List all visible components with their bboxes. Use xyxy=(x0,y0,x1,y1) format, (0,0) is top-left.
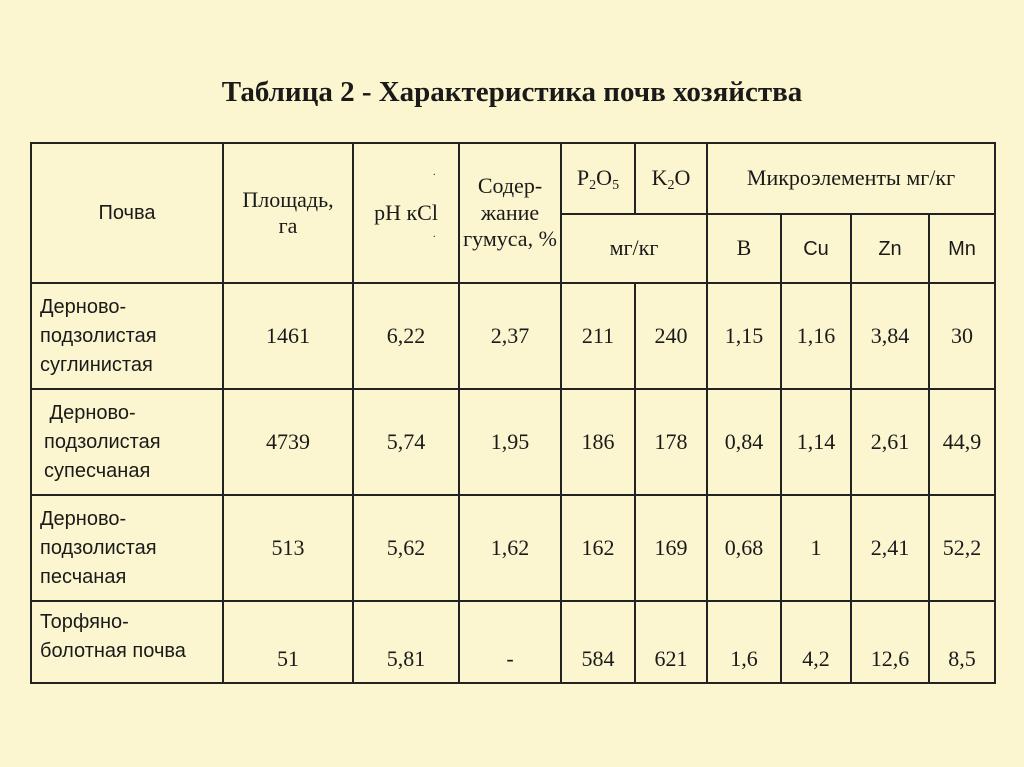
b-cell: 1,6 xyxy=(707,601,781,683)
zn-cell: 12,6 xyxy=(851,601,929,683)
header-k2o: $K_2O$ xyxy=(635,143,707,214)
soil-name-cell: Дерново- подзолистая песчаная xyxy=(31,495,223,601)
header-soil: Почва xyxy=(31,143,223,283)
header-ph: · pH кCl · xyxy=(353,143,459,283)
p2o5-cell: 211 xyxy=(561,283,635,389)
cu-cell: 4,2 xyxy=(781,601,851,683)
area-cell: 4739 xyxy=(223,389,353,495)
p2o5-cell: 584 xyxy=(561,601,635,683)
header-p2o5: $P_2O_5$ xyxy=(561,143,635,214)
soil-name-cell: Дерново- подзолистая супесчаная xyxy=(31,389,223,495)
k2o-cell: 169 xyxy=(635,495,707,601)
b-cell: 0,84 xyxy=(707,389,781,495)
soil-name-cell: Дерново- подзолистая суглинистая xyxy=(31,283,223,389)
k2o-cell: 621 xyxy=(635,601,707,683)
soil-name-cell: Торфяно- болотная почва xyxy=(31,601,223,683)
mn-cell: 8,5 xyxy=(929,601,995,683)
zn-cell: 2,41 xyxy=(851,495,929,601)
b-cell: 0,68 xyxy=(707,495,781,601)
ph-cell: 5,81 xyxy=(353,601,459,683)
b-cell: 1,15 xyxy=(707,283,781,389)
header-row-1 xyxy=(31,143,995,214)
p2o5-cell: 186 xyxy=(561,389,635,495)
header-b: B xyxy=(707,214,781,283)
mn-cell: 52,2 xyxy=(929,495,995,601)
mn-cell: 44,9 xyxy=(929,389,995,495)
table-row xyxy=(31,389,995,495)
header-area: Площадь, га xyxy=(223,143,353,283)
soil-characteristics-table xyxy=(30,142,996,684)
ph-cell: 5,62 xyxy=(353,495,459,601)
header-humus: Содер-жание гумуса, % xyxy=(459,143,561,283)
k2o-cell: 240 xyxy=(635,283,707,389)
header-zn: Zn xyxy=(851,214,929,283)
table-row xyxy=(31,495,995,601)
humus-cell: - xyxy=(459,601,561,683)
header-mg-kg: мг/кг xyxy=(561,214,707,283)
humus-cell: 1,62 xyxy=(459,495,561,601)
table-row xyxy=(31,601,995,683)
dot-mark: · xyxy=(432,232,436,243)
dot-mark: · xyxy=(432,170,436,181)
humus-cell: 1,95 xyxy=(459,389,561,495)
area-cell: 1461 xyxy=(223,283,353,389)
zn-cell: 3,84 xyxy=(851,283,929,389)
cu-cell: 1 xyxy=(781,495,851,601)
table-title: Таблица 2 - Характеристика почв хозяйства xyxy=(221,76,803,108)
area-cell: 513 xyxy=(223,495,353,601)
header-mn: Mn xyxy=(929,214,995,283)
humus-cell: 2,37 xyxy=(459,283,561,389)
k2o-cell: 178 xyxy=(635,389,707,495)
table-row xyxy=(31,283,995,389)
ph-cell: 6,22 xyxy=(353,283,459,389)
cu-cell: 1,14 xyxy=(781,389,851,495)
cu-cell: 1,16 xyxy=(781,283,851,389)
mn-cell: 30 xyxy=(929,283,995,389)
p2o5-cell: 162 xyxy=(561,495,635,601)
ph-cell: 5,74 xyxy=(353,389,459,495)
area-cell: 51 xyxy=(223,601,353,683)
header-cu: Cu xyxy=(781,214,851,283)
zn-cell: 2,61 xyxy=(851,389,929,495)
header-microelements: Микроэлементы мг/кг xyxy=(707,143,995,214)
